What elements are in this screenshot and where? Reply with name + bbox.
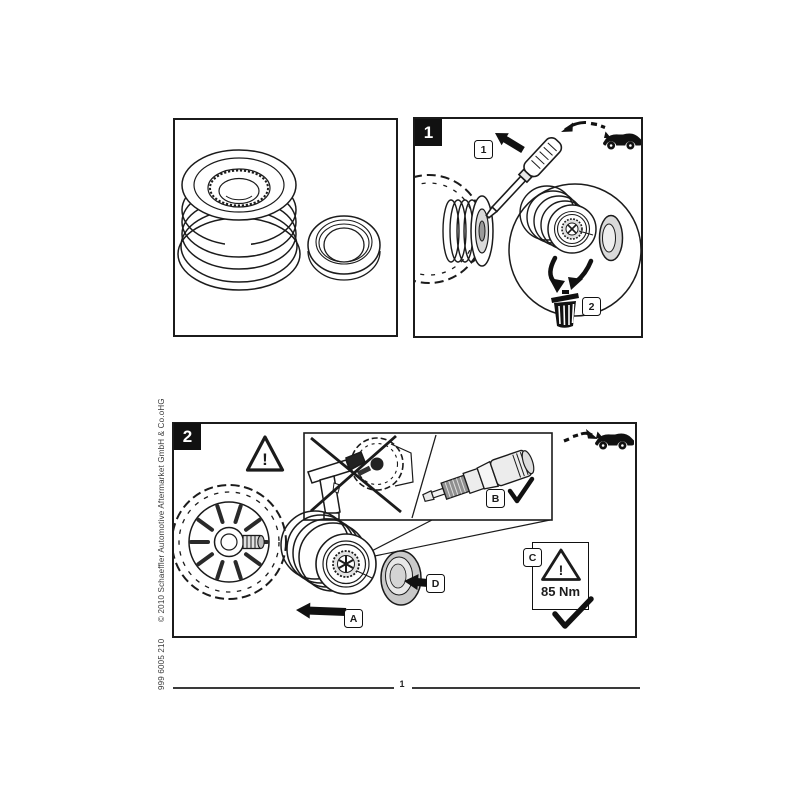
warning-mark: ! bbox=[262, 450, 268, 469]
footer-rule-right bbox=[412, 687, 640, 689]
tag-torque-c: C bbox=[523, 548, 542, 567]
warning-triangle-icon bbox=[540, 548, 582, 582]
car-install-icon bbox=[595, 432, 634, 450]
parts-overview-drawing bbox=[175, 120, 396, 335]
step1-drawing bbox=[415, 119, 641, 336]
pulley-drawing bbox=[281, 511, 376, 594]
callout-line bbox=[360, 520, 550, 559]
footer-rule-left bbox=[173, 687, 394, 689]
torque-value: 85 Nm bbox=[540, 584, 581, 599]
tag-pry-direction: 1 bbox=[474, 140, 493, 159]
checkmark-icon bbox=[508, 477, 534, 505]
step2-badge: 2 bbox=[174, 423, 201, 450]
install-arrow-a-icon bbox=[296, 603, 346, 619]
tag-cap-d: D bbox=[426, 574, 445, 593]
spine-copyright: © 2010 Schaeffler Automotive Aftermarket GmbH & Co.oHG bbox=[157, 398, 166, 622]
alternator-pulley-drawing bbox=[178, 150, 300, 290]
checkmark-icon bbox=[552, 596, 594, 630]
alternator-drawing bbox=[174, 485, 286, 599]
car-removal-icon bbox=[603, 132, 641, 150]
panel-parts-overview bbox=[173, 118, 398, 337]
warning-triangle-icon bbox=[245, 434, 285, 474]
step1-badge: 1 bbox=[415, 119, 442, 146]
warning-mark: ! bbox=[558, 562, 563, 578]
pry-arrow-icon bbox=[495, 133, 525, 153]
tag-pulley-a: A bbox=[344, 609, 363, 628]
tag-tool-b: B bbox=[486, 489, 505, 508]
removal-direction-arrow bbox=[561, 122, 605, 132]
install-direction-arrow bbox=[564, 429, 598, 441]
panel-step1-removal bbox=[413, 117, 643, 338]
cap-detail-drawing bbox=[600, 216, 623, 261]
alternator-drawing bbox=[415, 175, 493, 283]
protective-cap-drawing bbox=[308, 216, 380, 280]
tag-discard: 2 bbox=[582, 297, 601, 316]
footer-page-number: 1 bbox=[399, 679, 405, 689]
spine-part-number: 999 6005 210 bbox=[157, 638, 166, 690]
